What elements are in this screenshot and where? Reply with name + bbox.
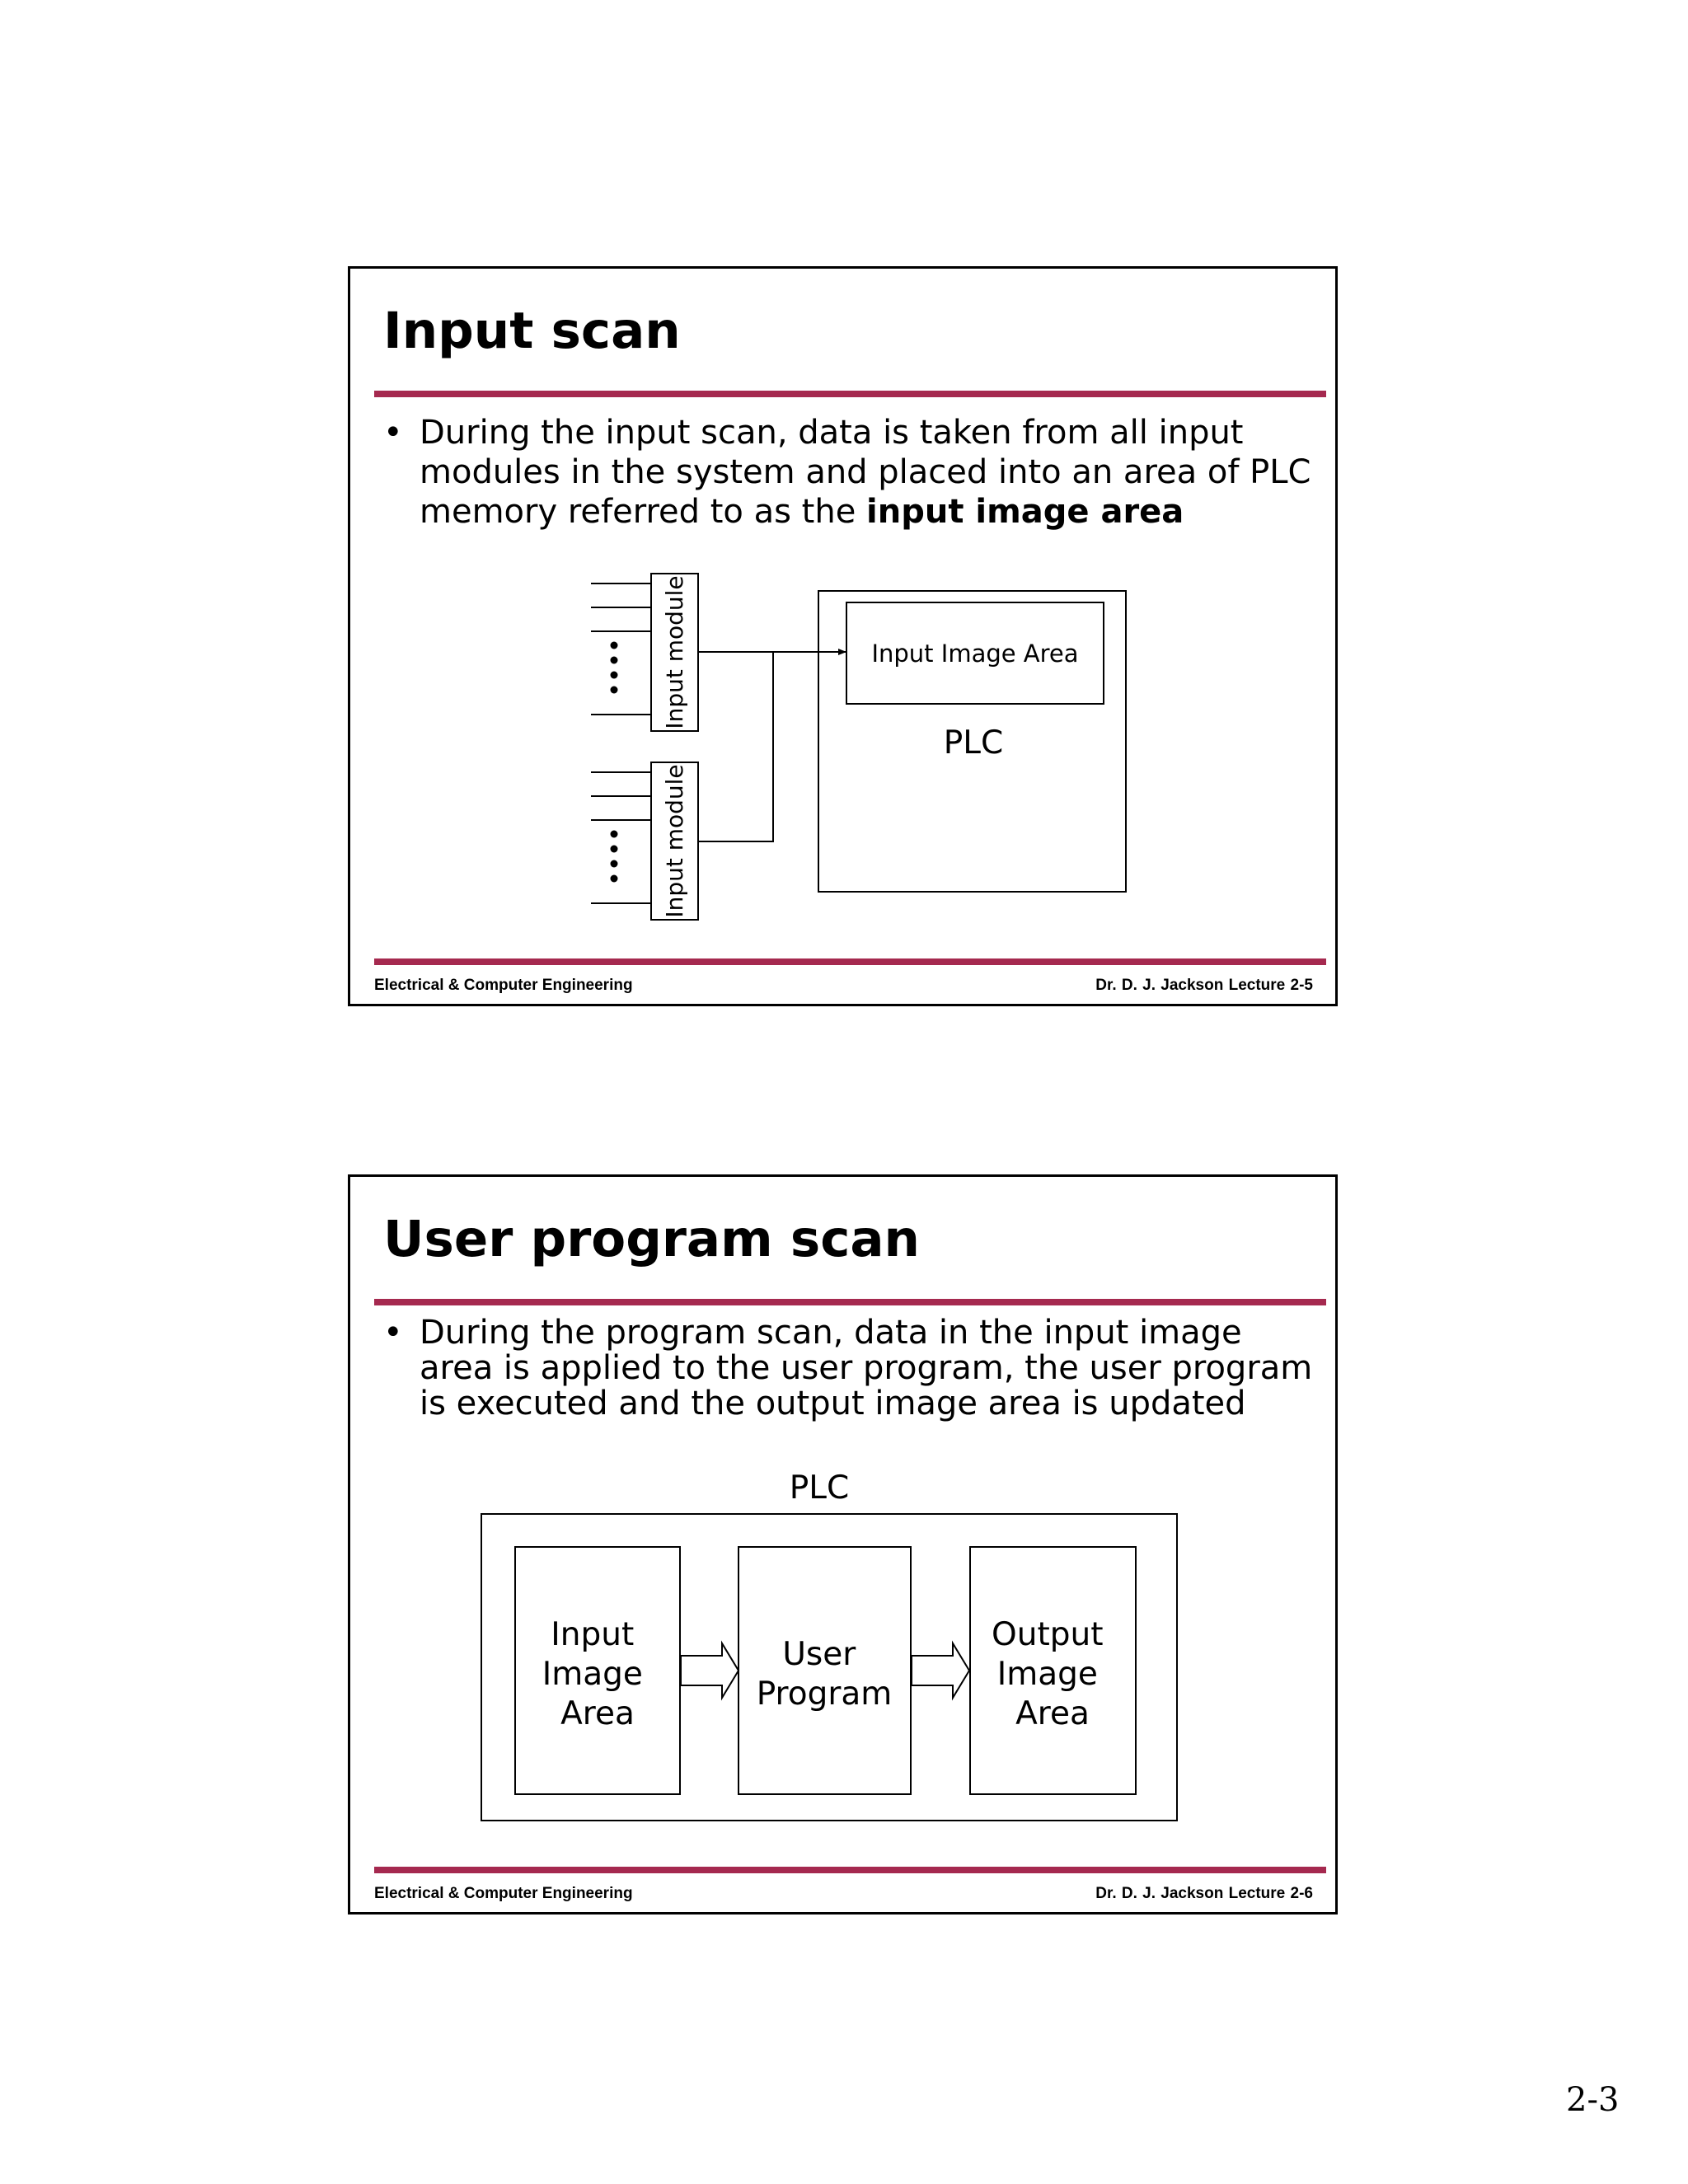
input-scan-diagram [350, 269, 1335, 1004]
bullet-text [420, 413, 1315, 532]
input-image-area-line-3: Area [560, 1695, 635, 1732]
ellipsis-dots-upper-icon [611, 642, 618, 694]
bullet-text: During the program scan, data in the input image area is applied to the user program, the user program is executed and the output image area is updated [420, 1314, 1313, 1422]
bullet-item [383, 1315, 1315, 1422]
bullet-dot-icon: • [383, 414, 403, 452]
footer-rule [374, 1867, 1326, 1873]
output-image-area-line-2: Image [996, 1656, 1098, 1693]
bullet-dot-icon: • [383, 1314, 403, 1352]
footer-department: Electrical & Computer Engineering [374, 977, 633, 994]
output-image-area-line-3: Area [1015, 1695, 1090, 1732]
input-image-area-line-2: Image [542, 1656, 643, 1693]
input-wires-upper [591, 583, 651, 715]
output-image-area-line-1: Output [992, 1616, 1104, 1653]
user-program-line-2: Program [756, 1675, 893, 1713]
user-program-scan-diagram [350, 1177, 1335, 1912]
input-image-area-line-1: Input [551, 1616, 635, 1653]
flow-arrow-icon [912, 1643, 969, 1698]
slide-input-scan [348, 266, 1338, 1006]
title-underline-rule [374, 1299, 1326, 1305]
footer-department: Electrical & Computer Engineering [374, 1885, 633, 1902]
input-wires-lower [591, 772, 651, 903]
input-image-area-label [542, 1616, 654, 1732]
data-bus-lines [698, 652, 846, 841]
input-image-area-label: Input Image Area [871, 640, 1079, 668]
footer-rule [374, 958, 1326, 965]
output-image-area-label [992, 1616, 1114, 1732]
plc-label: PLC [789, 1469, 850, 1507]
bullet-plain-text: During the input scan, data is taken from all input modules in the system and placed into an area of PLC memory referred to as the [420, 414, 1311, 531]
title-underline-rule [374, 391, 1326, 397]
slide-user-program-scan [348, 1174, 1338, 1915]
page-number: 2-3 [1566, 2081, 1620, 2119]
footer-lecture-info: Dr. D. J. Jackson Lecture 2-5 [1095, 977, 1313, 994]
input-module-lower-label: Input module [661, 764, 688, 918]
bullet-item [383, 413, 1315, 532]
user-program-label [757, 1636, 893, 1713]
slide-title: Input scan [383, 302, 681, 360]
flow-arrow-icon [681, 1643, 738, 1698]
user-program-line-1: User [782, 1636, 856, 1673]
footer-lecture-info: Dr. D. J. Jackson Lecture 2-6 [1095, 1885, 1313, 1902]
bullet-bold-text: input image area [866, 493, 1184, 531]
ellipsis-dots-lower-icon [611, 831, 618, 883]
input-module-upper-label: Input module [661, 575, 688, 729]
plc-label: PLC [943, 724, 1004, 762]
slide-title: User program scan [383, 1210, 920, 1268]
